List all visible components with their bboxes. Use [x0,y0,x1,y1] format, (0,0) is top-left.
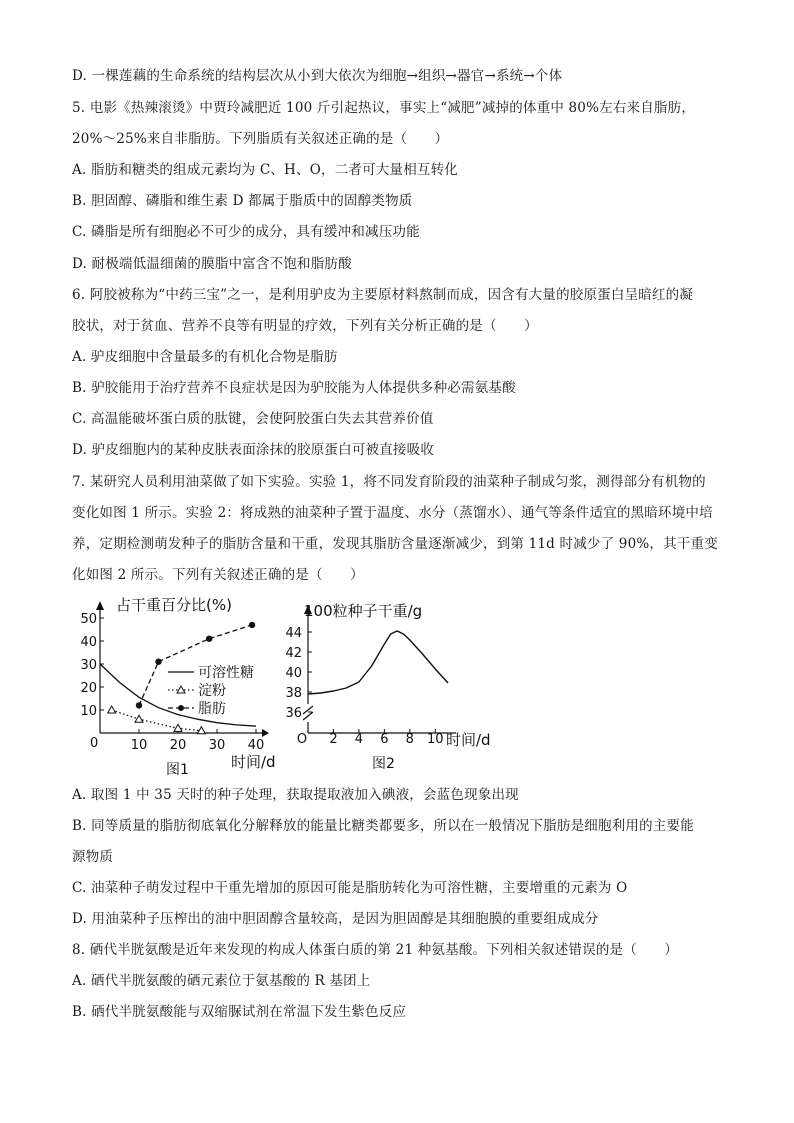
fig1-x-tick-label: 20 [169,738,187,753]
fig1-point [197,727,205,734]
fig2-x-tick-label: 8 [405,732,414,747]
fig2-x-label: 时间/d [446,731,491,749]
fig1-y-tick-label: 50 [80,612,97,627]
q7-stem-line-2: 变化如图 1 所示。实验 2：将成熟的油菜种子置于温度、水分（蒸馏水）、通气等条件适宜的黑暗环境中培 [72,505,713,521]
fig1-x-label: 时间/d [231,753,276,771]
fig2-caption: 图2 [372,756,395,772]
q6-option-a: A. 驴皮细胞中含量最多的有机化合物是脂肪 [72,349,338,365]
fig1-legend-label: 淀粉 [198,683,226,699]
fig1-x-tick-label: 40 [247,738,265,753]
q4-option-d: D. 一棵莲藕的生命系统的结构层次从小到大依次为细胞→组织→器官→系统→个体 [72,68,563,84]
fig1-caption: 图1 [166,762,189,778]
fig1-x-tick-label: 10 [130,738,148,753]
q5-option-b: B. 胆固醇、磷脂和维生素 D 都属于脂质中的固醇类物质 [72,193,413,209]
fig2-y-tick-label: 40 [285,666,302,681]
fig2-y-tick-label: 36 [285,706,302,721]
fig1-x-axis-arrow [262,729,269,737]
fig1-legend-marker [178,705,184,711]
fig1-y-tick-label: 20 [80,681,97,696]
fig1-y-tick-label: 40 [80,635,97,650]
q6-option-d: D. 驴皮细胞内的某种皮肤表面涂抹的胶原蛋白可被直接吸收 [72,442,435,458]
q7-option-c: C. 油菜种子萌发过程中干重先增加的原因可能是脂肪转化为可溶性糖，主要增重的元素为 O [72,880,628,896]
q7-option-b: B. 同等质量的脂肪彻底氧化分解释放的能量比糖类都要多，所以在一般情况下脂肪是细胞利用的主要能 [72,818,694,834]
fig1-point [155,659,161,665]
q7-option-d: D. 用油菜种子压榨出的油中胆固醇含量较高，是因为胆固醇是其细胞膜的重要组成成分 [72,911,599,927]
fig2-x-tick-label: 10 [426,732,444,747]
fig2-y-tick-label: 42 [285,646,302,661]
q6-stem-line-2: 胶状，对于贫血、营养不良等有明显的疗效，下列有关分析正确的是（ ） [72,318,538,334]
fig2-y-tick-label: 38 [285,686,302,701]
fig1-legend-label: 脂肪 [198,701,226,717]
fig2-series-line [308,631,448,694]
q8-option-a: A. 硒代半胱氨酸的硒元素位于氨基酸的 R 基团上 [72,973,371,989]
fig2-x-tick-label: 6 [380,732,389,747]
q5-stem-line-2: 20%～25%来自非脂肪。下列脂质有关叙述正确的是（ ） [72,131,449,147]
fig2-y-tick-label: 44 [285,626,302,641]
fig1-point [135,715,143,722]
fig1-point [249,622,255,628]
fig1-y-tick-label: 30 [80,658,97,673]
q6-option-b: B. 驴胶能用于治疗营养不良症状是因为驴胶能为人体提供多种必需氨基酸 [72,380,516,396]
fig1-point [136,702,142,708]
q8-stem: 8. 硒代半胱氨酸是近年来发现的构成人体蛋白质的第 21 种氨基酸。下列相关叙述错误的是（ ） [72,942,679,958]
fig1-point [108,706,116,713]
fig1-point [174,724,182,731]
q5-stem-line-1: 5. 电影《热辣滚烫》中贾玲减肥近 100 斤引起热议，事实上“减肥”减掉的体重中 80%左右来自脂肪， [72,100,696,116]
q8-option-b: B. 硒代半胱氨酸能与双缩脲试剂在常温下发生紫色反应 [72,1004,407,1020]
fig2-x-tick-label: 2 [329,732,338,747]
q6-stem-line-1: 6. 阿胶被称为“中药三宝”之一，是利用驴皮为主要原材料熬制而成，因含有大量的胶原蛋白呈暗红的凝 [72,287,694,303]
fig1-y-axis-arrow [96,601,104,610]
fig1-x-tick-label: 30 [208,738,226,753]
fig1-point [206,636,212,642]
fig2-x-tick-label: 4 [354,732,364,747]
fig2-y-label: 100粒种子干重/g [304,602,423,620]
q7-stem-line-4: 化如图 2 所示。下列有关叙述正确的是（ ） [72,567,364,583]
q5-option-a: A. 脂肪和糖类的组成元素均为 C、H、O，二者可大量相互转化 [72,162,458,178]
fig1-origin-label: 0 [90,736,99,751]
fig1-y-tick-label: 10 [80,704,97,719]
q7-stem-line-3: 养，定期检测萌发种子的脂肪含量和干重，发现其脂肪含量逐渐减少，到第 11d 时减少了 90%，其干重变 [72,536,718,552]
fig1-y-label: 占干重百分比(%) [116,596,232,614]
fig1-legend-marker [177,686,185,693]
q7-option-a: A. 取图 1 中 35 天时的种子处理，获取提取液加入碘液，会蓝色现象出现 [72,787,519,803]
q5-option-c: C. 磷脂是所有细胞必不可少的成分，具有缓冲和减压功能 [72,224,420,240]
fig1-series-line-1 [112,710,202,731]
fig2-origin-label: O [296,732,308,747]
fig1-legend-label: 可溶性糖 [198,665,254,681]
q7-figures [80,592,506,782]
q6-option-c: C. 高温能破坏蛋白质的肽键，会使阿胶蛋白失去其营养价值 [72,411,434,427]
q7-stem-line-1: 7. 某研究人员利用油菜做了如下实验。实验 1，将不同发育阶段的油菜种子制成匀浆，测得部分有机物的 [72,474,706,490]
q7-option-b-cont: 源物质 [72,849,114,865]
q5-option-d: D. 耐极端低温细菌的膜脂中富含不饱和脂肪酸 [72,256,352,272]
fig2-axis-break [303,706,313,720]
